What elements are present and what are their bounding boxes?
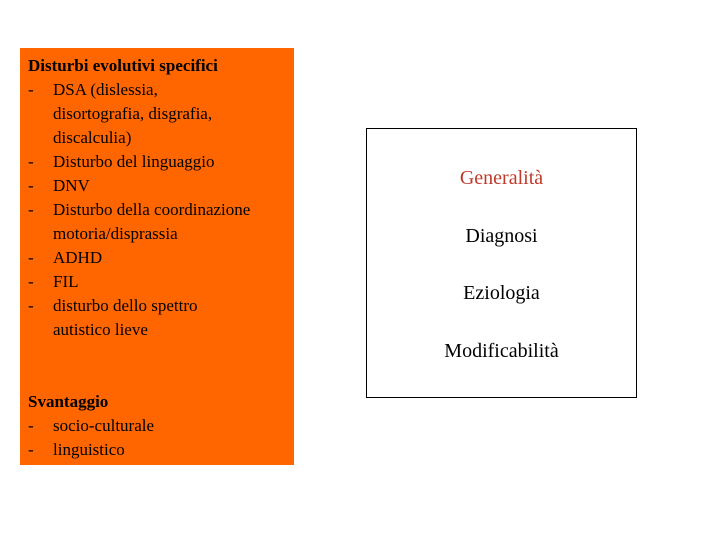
list-item	[28, 78, 294, 150]
list-dash: -	[28, 416, 34, 435]
topic-diagnosi[interactable]: Diagnosi	[465, 225, 538, 247]
topic-modificabilita[interactable]: Modificabilità	[444, 340, 559, 362]
list-item	[28, 174, 294, 198]
list-dash: -	[28, 272, 34, 291]
panel-heading-disadvantage: Svantaggio	[28, 392, 109, 411]
topics-panel	[366, 128, 637, 398]
list-item	[28, 414, 294, 438]
list-item-text: socio-culturale	[53, 416, 155, 435]
list-item-text: Disturbo del linguaggio	[53, 152, 215, 171]
list-dash: -	[28, 200, 34, 219]
list-item	[28, 150, 294, 174]
list-item-text: DSA (dislessia, disortografia, disgrafia, discalculia)	[53, 80, 213, 147]
panel-heading-disorders: Disturbi evolutivi specifici	[28, 56, 218, 75]
list-item-text: linguistico	[53, 440, 125, 459]
disadvantage-list	[28, 414, 294, 462]
topic-generalita[interactable]: Generalità	[459, 167, 544, 189]
list-dash: -	[28, 176, 34, 195]
list-item-text: DNV	[53, 176, 90, 195]
list-dash: -	[28, 248, 34, 267]
list-dash: -	[28, 80, 34, 99]
list-item	[28, 198, 294, 246]
list-item-text: FIL	[53, 272, 79, 291]
list-item	[28, 438, 294, 462]
list-item	[28, 294, 294, 342]
list-dash: -	[28, 296, 34, 315]
list-item-text: Disturbo della coordinazione motoria/disprassia	[53, 200, 251, 243]
topic-eziologia[interactable]: Eziologia	[463, 282, 540, 304]
list-item	[28, 270, 294, 294]
disorders-list	[28, 78, 294, 342]
list-dash: -	[28, 152, 34, 171]
specific-disorders-panel	[20, 48, 294, 465]
list-item-text: ADHD	[53, 248, 103, 267]
section-spacer	[28, 342, 294, 390]
list-item-text: disturbo dello spettro autistico lieve	[53, 296, 198, 339]
list-item	[28, 246, 294, 270]
list-dash: -	[28, 440, 34, 459]
